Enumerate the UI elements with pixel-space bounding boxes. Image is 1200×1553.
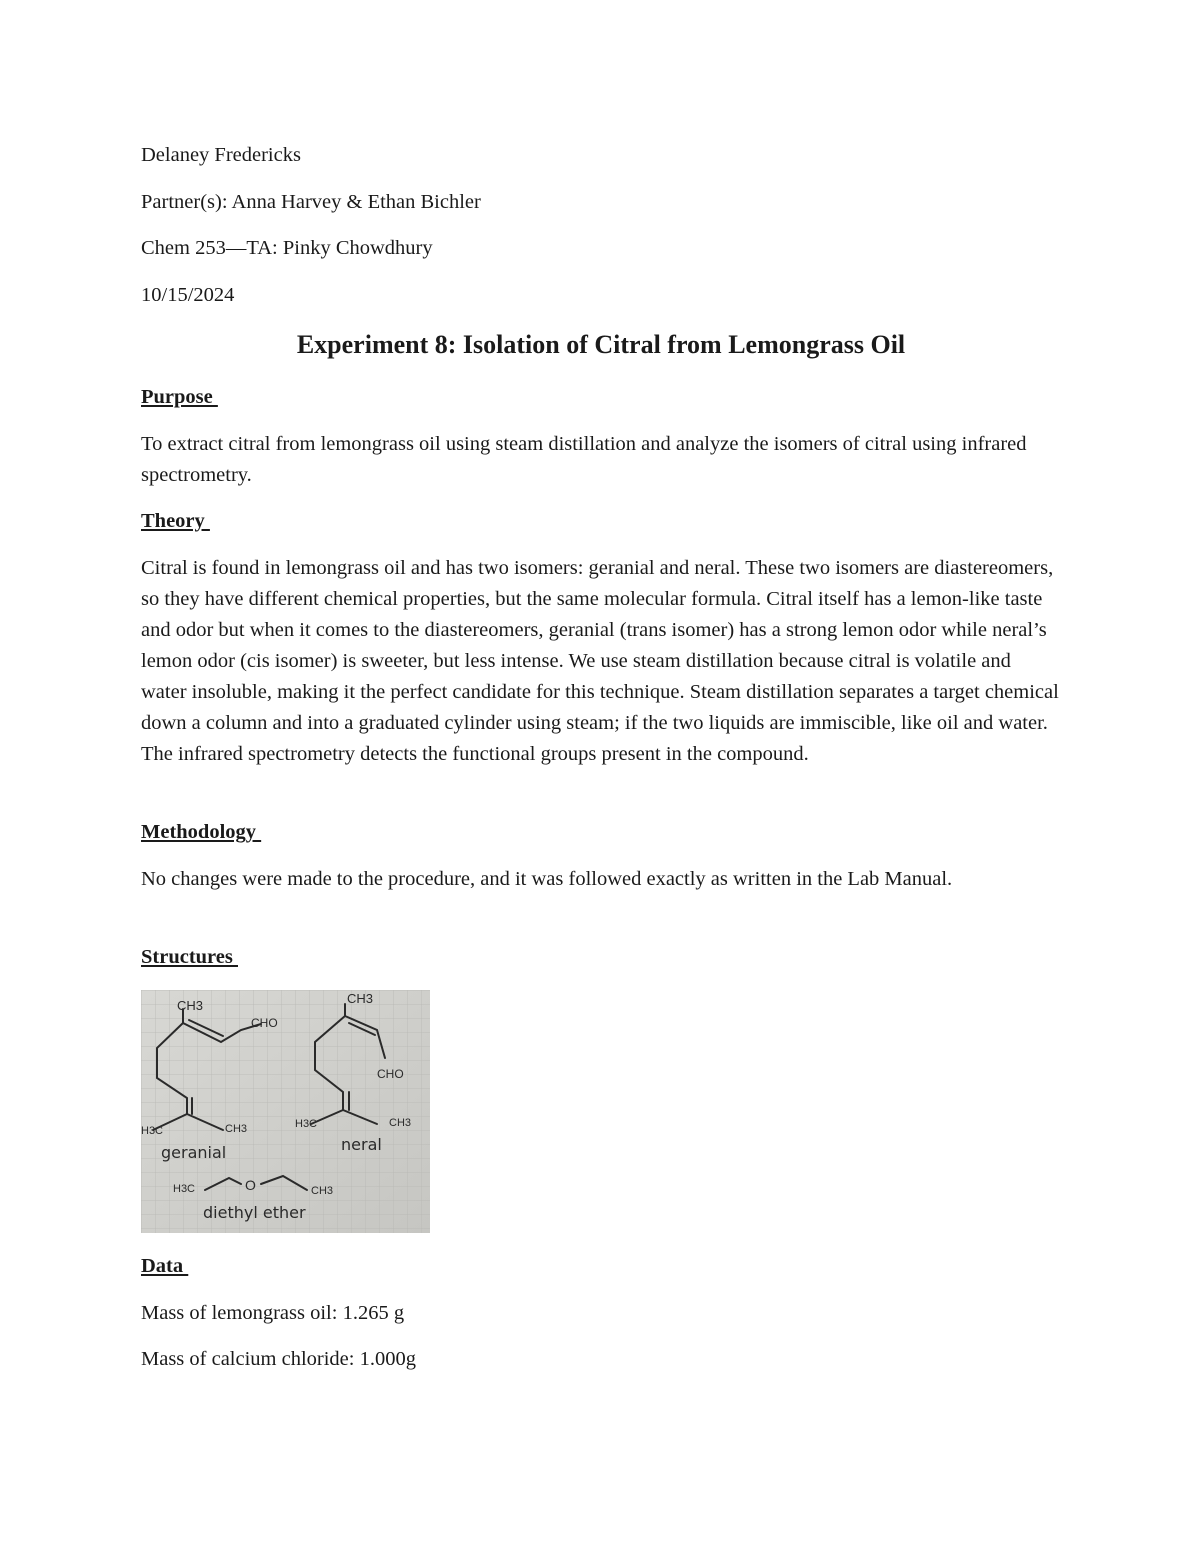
ether-oxygen: O — [245, 1177, 256, 1193]
ether-ch3: CH3 — [311, 1185, 334, 1197]
mass-lemongrass-oil: Mass of lemongrass oil: 1.265 g — [141, 1302, 405, 1324]
structures-heading: Structures — [141, 946, 238, 968]
neral-label: neral — [341, 1135, 382, 1154]
neral-cho: CHO — [377, 1067, 404, 1081]
geranial-label: geranial — [161, 1143, 227, 1162]
geranial-h3c: H3C — [141, 1125, 164, 1137]
ether-label: diethyl ether — [203, 1203, 306, 1222]
structures-photo — [141, 990, 430, 1233]
neral-ch3-bottom: CH3 — [389, 1117, 412, 1129]
partners-line: Partner(s): Anna Harvey & Ethan Bichler — [141, 191, 481, 213]
purpose-heading: Purpose — [141, 386, 218, 408]
neral-h3c: H3C — [295, 1118, 318, 1130]
course-line: Chem 253—TA: Pinky Chowdhury — [141, 237, 433, 259]
geranial-ch3-bottom: CH3 — [225, 1123, 248, 1135]
purpose-text: To extract citral from lemongrass oil using steam distillation and analyze the isomers of citral using infrared spectrometry. — [141, 433, 1027, 486]
data-heading: Data — [141, 1255, 189, 1277]
theory-text: Citral is found in lemongrass oil and has two isomers: geranial and neral. These two isomers are diastereomers, so they have different chemical properties, but the same molecular formula. Citral itself has a lemon-like taste and odor but when it comes to the diastereomers, geranial (trans isomer) has a strong lemon odor while neral’s lemon odor (cis isomer) is sweeter, but less intense. We use steam distillation because citral is volatile and water insoluble, making it the perfect candidate for this technique. Steam distillation separates a target chemical down a column and into a graduated cylinder using steam; if the two liquids are immiscible, like oil and water. The infrared spectrometry detects the functional groups present in the compound. — [141, 557, 1059, 765]
geranial-ch3-top: CH3 — [177, 998, 204, 1013]
date-line: 10/15/2024 — [141, 284, 235, 306]
theory-heading: Theory — [141, 510, 210, 532]
ether-h3c: H3C — [173, 1183, 196, 1195]
document-title: Experiment 8: Isolation of Citral from Lemongrass Oil — [296, 330, 906, 359]
author-name: Delaney Fredericks — [141, 144, 301, 166]
mass-calcium-chloride: Mass of calcium chloride: 1.000g — [141, 1348, 416, 1370]
methodology-text: No changes were made to the procedure, and it was followed exactly as written in the Lab Manual. — [141, 868, 953, 890]
neral-ch3-top: CH3 — [347, 991, 374, 1006]
geranial-cho: CHO — [251, 1016, 278, 1030]
methodology-heading: Methodology — [141, 821, 262, 843]
